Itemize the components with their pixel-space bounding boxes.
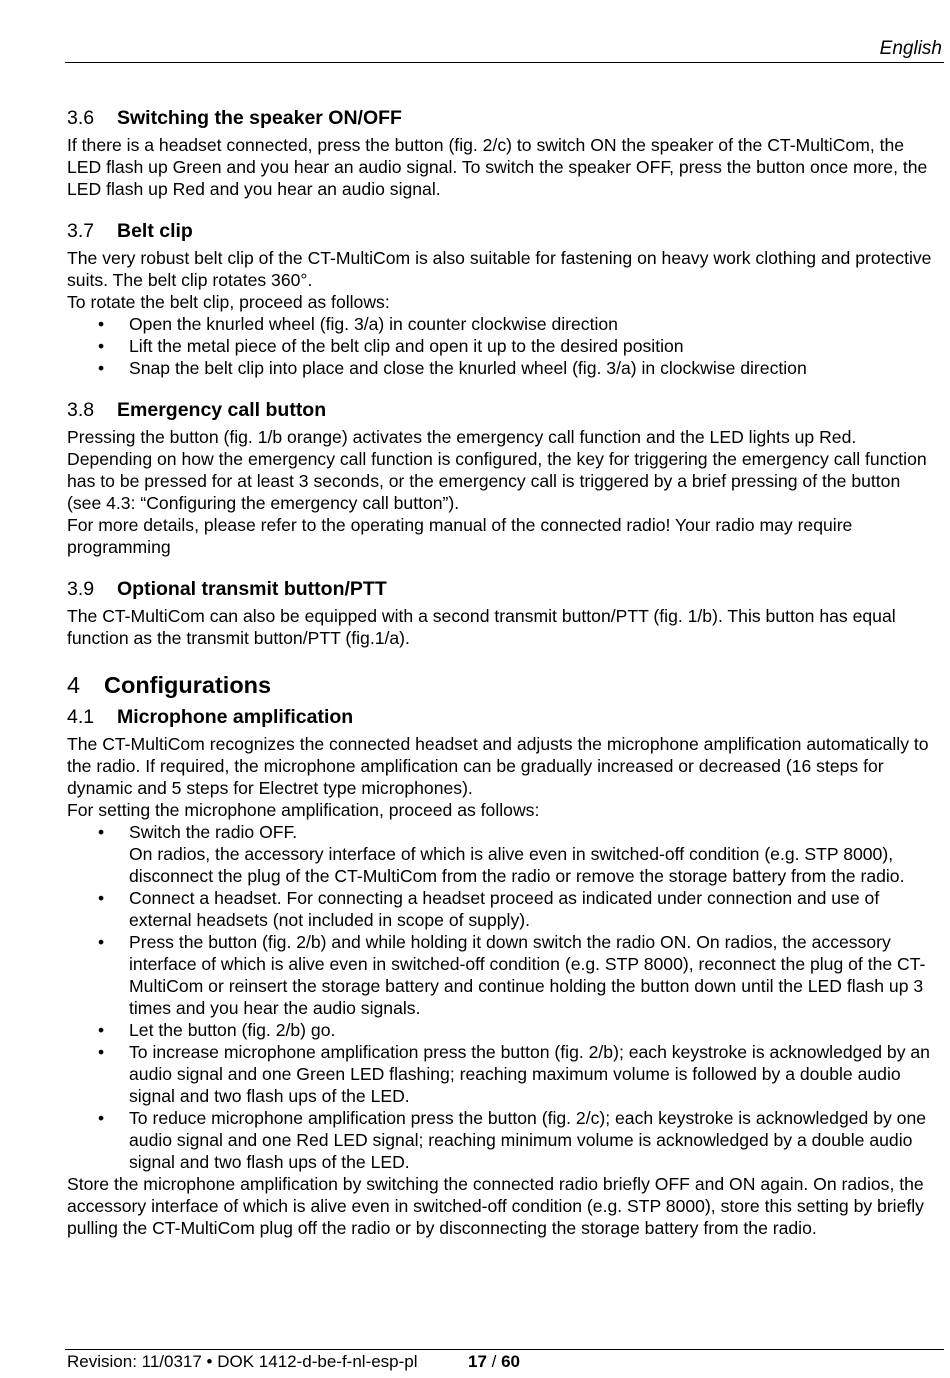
list-item <box>67 357 939 379</box>
bullet-icon: • <box>98 314 105 334</box>
paragraph: The CT-MultiCom recognizes the connected headset and adjusts the microphone amplification automatically to the radio. If required, the microphone amplification can be gradually increased or decreased (16 steps for dynamic and 5 steps for Electret type microphones). <box>67 734 929 798</box>
list-item <box>67 821 939 887</box>
bullet-icon: • <box>98 358 105 378</box>
list-item-text: Lift the metal piece of the belt clip and open it up to the desired position <box>129 336 684 356</box>
list-item <box>67 931 939 1019</box>
spacer <box>67 558 939 577</box>
list-item-text: Switch the radio OFF. <box>129 822 298 842</box>
page-number <box>468 1352 520 1372</box>
section-number: 3.7 <box>67 220 95 242</box>
paragraph: To rotate the belt clip, proceed as follows: <box>67 292 390 312</box>
section-heading-3-8 <box>67 398 939 422</box>
list-item <box>67 887 939 931</box>
chapter-title: Configurations <box>104 672 272 698</box>
section-title: Optional transmit button/PTT <box>117 578 387 600</box>
spacer <box>67 200 939 219</box>
list-item-text: Press the button (fig. 2/b) and while holding it down switch the radio ON. On radios, the accessory interface of which is alive even in switched-off condition (e.g. STP 8000), reconnect the plug of the CT-MultiCom or reinsert the storage battery and continue holding the button down until the LED flash up 3 times and you hear the audio signals. <box>129 932 926 1018</box>
section-number: 3.6 <box>67 107 95 129</box>
page-separator: / <box>486 1352 502 1371</box>
spacer <box>67 379 939 398</box>
section-number: 3.9 <box>67 578 95 600</box>
page-current: 17 <box>468 1352 487 1371</box>
bullet-icon: • <box>98 1108 105 1128</box>
paragraph: For more details, please refer to the operating manual of the connected radio! Your radio may require programming <box>67 515 853 557</box>
section-heading-4-1 <box>67 705 939 729</box>
paragraph: The CT-MultiCom can also be equipped with a second transmit button/PTT (fig. 1/b). This button has equal function as the transmit button/PTT (fig.1/a). <box>67 606 896 648</box>
section-number: 3.8 <box>67 399 95 421</box>
header-rule <box>65 62 944 63</box>
list-item-text: Connect a headset. For connecting a headset proceed as indicated under connection and use of external headsets (not included in scope of supply). <box>129 888 880 930</box>
list-item-text: Snap the belt clip into place and close the knurled wheel (fig. 3/a) in clockwise direction <box>129 358 807 378</box>
section-heading-3-6 <box>67 106 939 130</box>
bullet-icon: • <box>98 1042 105 1062</box>
list-item-text: To increase microphone amplification press the button (fig. 2/b); each keystroke is acknowledged by an audio signal and one Green LED flashing; reaching maximum volume is followed by a double audio signal and two flash ups of the LED. <box>129 1042 930 1106</box>
section-heading-3-9 <box>67 577 939 601</box>
bullet-icon: • <box>98 888 105 908</box>
section-number: 4.1 <box>67 706 95 728</box>
list-item-text: To reduce microphone amplification press the button (fig. 2/c); each keystroke is acknowledged by one audio signal and one Red LED signal; reaching minimum volume is acknowledged by a double audio signal and two flash ups of the LED. <box>129 1108 927 1172</box>
section-title: Switching the speaker ON/OFF <box>117 107 402 129</box>
paragraph: The very robust belt clip of the CT-MultiCom is also suitable for fastening on heavy work clothing and protective suits. The belt clip rotates 360°. <box>67 248 932 290</box>
bullet-list <box>67 313 939 379</box>
paragraph: For setting the microphone amplification, proceed as follows: <box>67 800 540 820</box>
list-item-text: Open the knurled wheel (fig. 3/a) in counter clockwise direction <box>129 314 618 334</box>
chapter-number: 4 <box>67 672 81 698</box>
bullet-icon: • <box>98 822 105 842</box>
list-item-subtext: On radios, the accessory interface of which is alive even in switched-off condition (e.g. STP 8000), disconnect the plug of the CT-MultiCom from the radio or remove the storage battery from the radio. <box>129 844 905 886</box>
bullet-icon: • <box>98 932 105 952</box>
section-title: Microphone amplification <box>117 706 354 728</box>
paragraph: If there is a headset connected, press the button (fig. 2/c) to switch ON the speaker of the CT-MultiCom, the LED flash up Green and you hear an audio signal. To switch the speaker OFF, press the button once more, the LED flash up Red and you hear an audio signal. <box>67 135 928 199</box>
bullet-list <box>67 821 939 1173</box>
page-footer <box>67 1352 521 1372</box>
section-heading-3-7 <box>67 219 939 243</box>
section-title: Belt clip <box>117 220 193 242</box>
list-item <box>67 1107 939 1173</box>
list-item <box>67 1019 939 1041</box>
chapter-heading-4 <box>67 671 939 699</box>
bullet-icon: • <box>98 1020 105 1040</box>
page-total: 60 <box>501 1352 521 1371</box>
list-item-text: Let the button (fig. 2/b) go. <box>129 1020 336 1040</box>
spacer <box>67 649 939 671</box>
list-item <box>67 313 939 335</box>
header-language: English <box>879 38 942 59</box>
paragraph: Pressing the button (fig. 1/b orange) activates the emergency call function and the LED lights up Red. Depending on how the emergency call function is configured, the key for triggering the emergency call function has to be pressed for at least 3 seconds, or the emergency call is triggered by a brief pressing of the button (see 4.3: “Configuring the emergency call button”). <box>67 427 927 513</box>
footer-rule <box>65 1349 944 1350</box>
footer-revision: Revision: 11/0317 • DOK 1412-d-be-f-nl-esp-pl <box>67 1352 418 1371</box>
page-content <box>67 106 939 1239</box>
section-title: Emergency call button <box>117 399 327 421</box>
paragraph: Store the microphone amplification by switching the connected radio briefly OFF and ON again. On radios, the accessory interface of which is alive even in switched-off condition (e.g. STP 8000), store this setting by briefly pulling the CT-MultiCom plug off the radio or by disconnecting the storage battery from the radio. <box>67 1174 924 1238</box>
list-item <box>67 1041 939 1107</box>
list-item <box>67 335 939 357</box>
bullet-icon: • <box>98 336 105 356</box>
